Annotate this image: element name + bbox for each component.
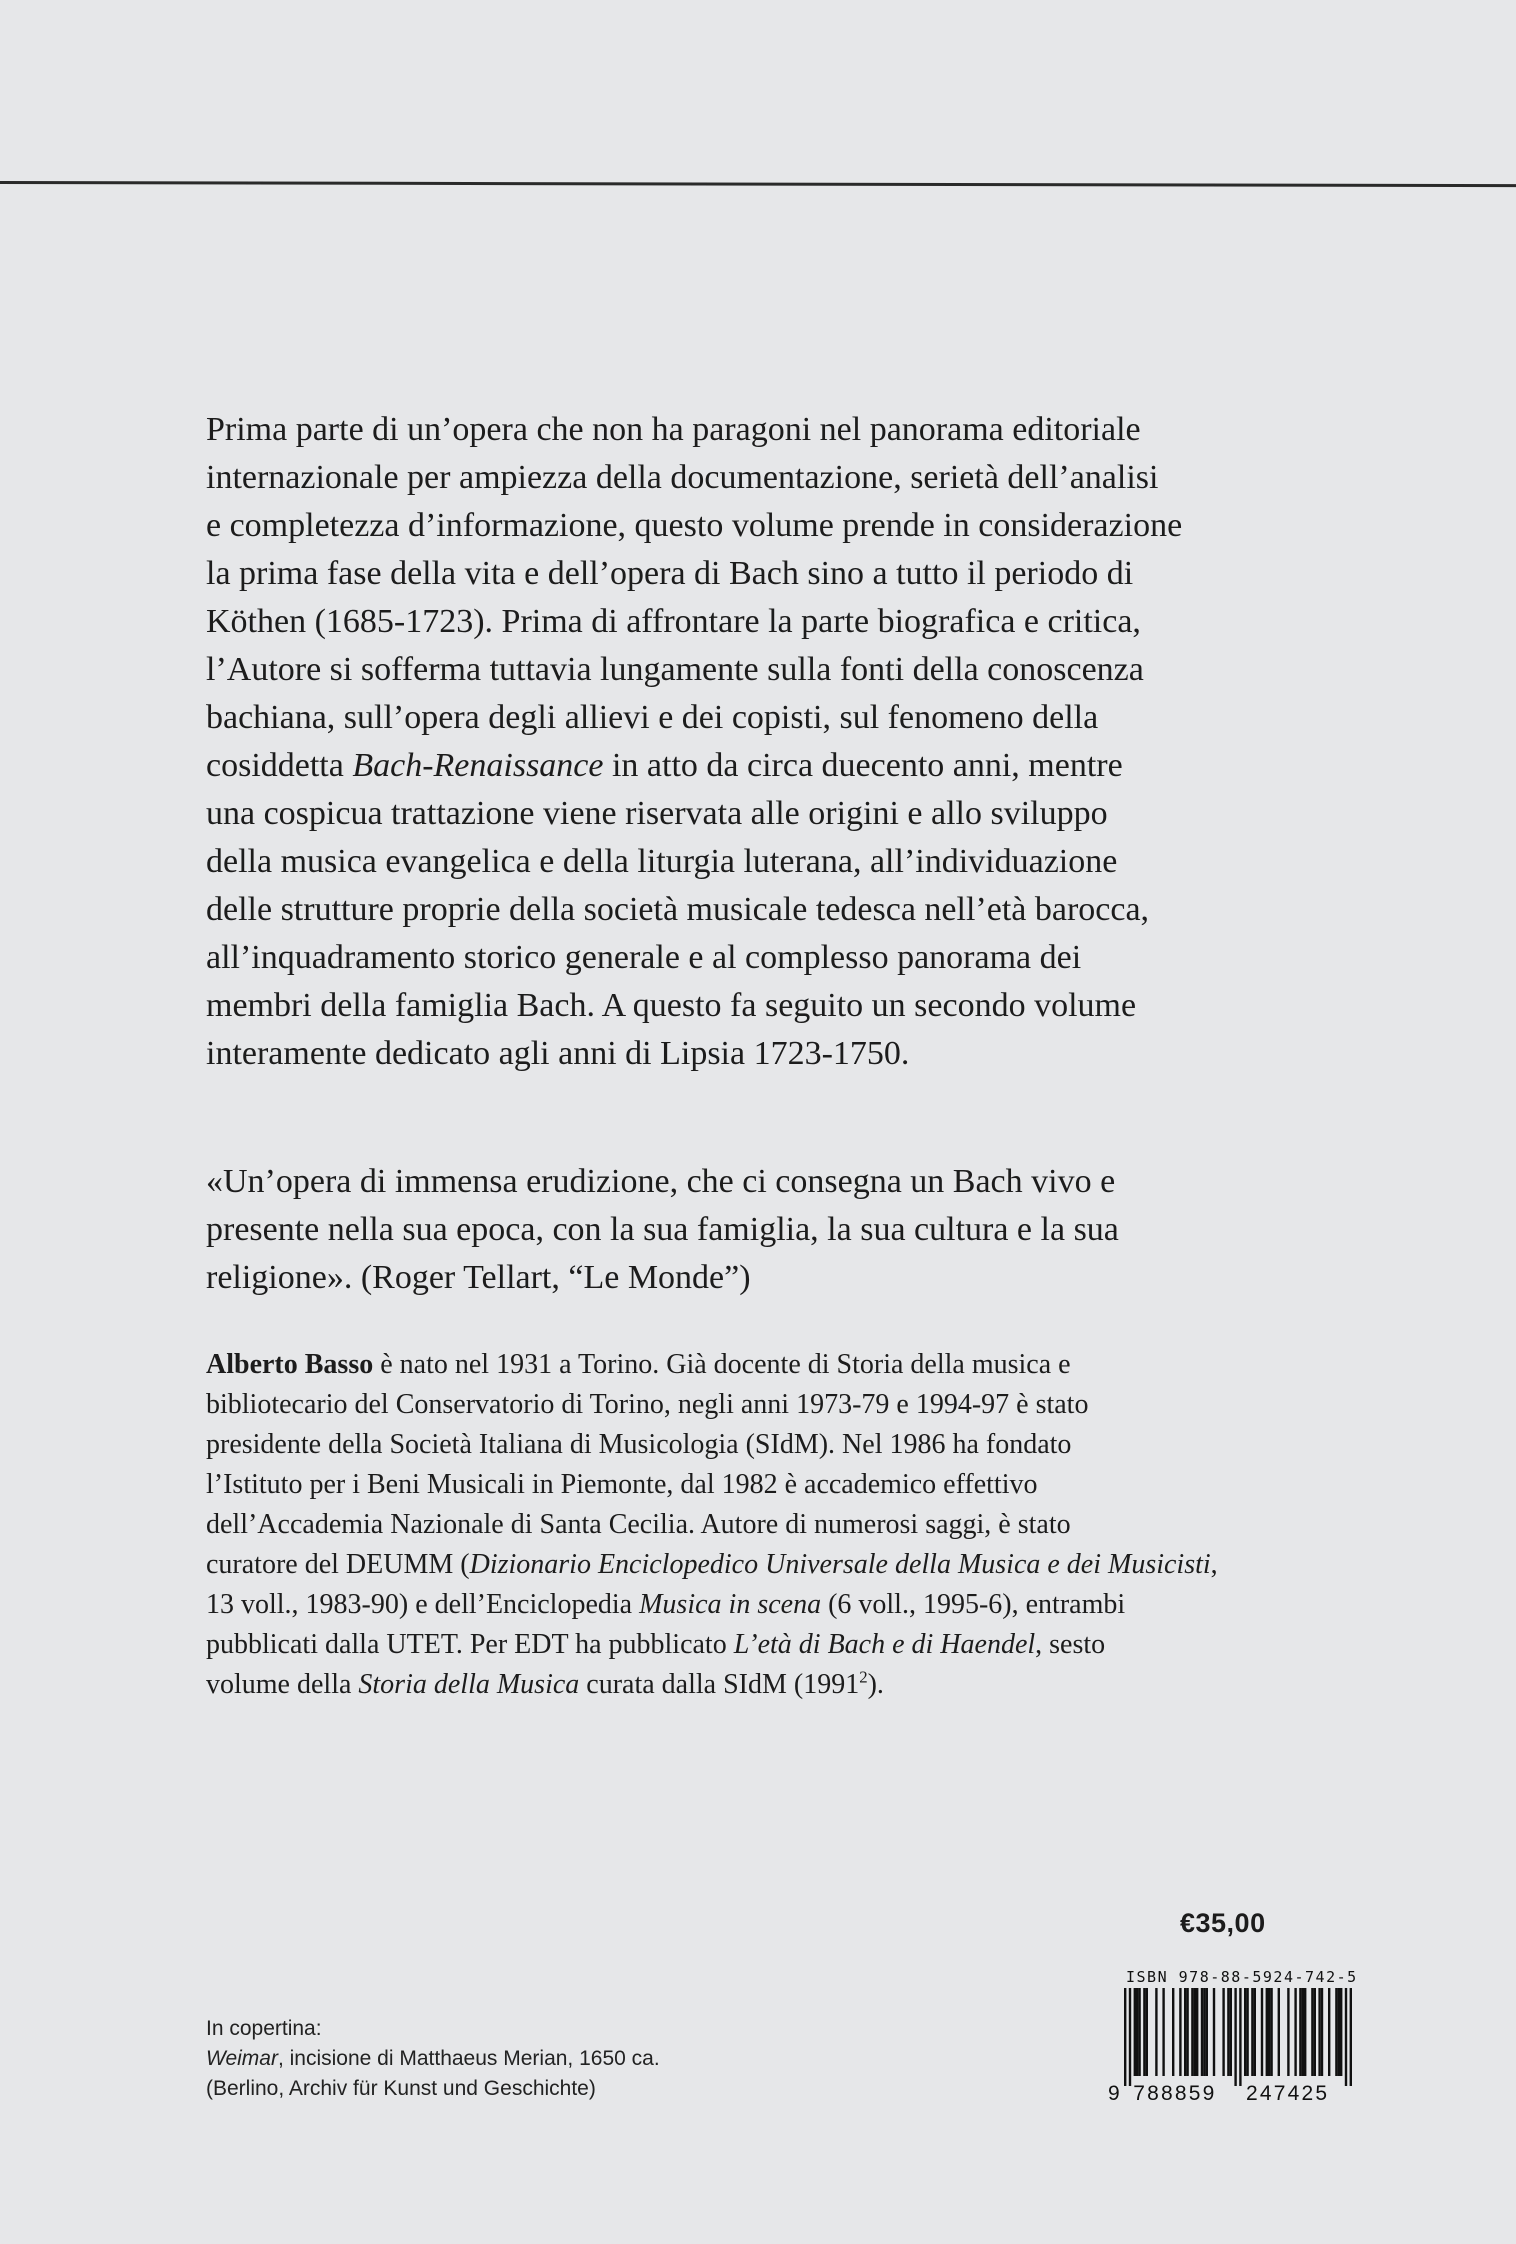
- barcode-digits: 788859: [1133, 2082, 1217, 2104]
- barcode-bar: [1335, 1988, 1337, 2076]
- description-line: Prima parte di un’opera che non ha paragoni nel panorama editoriale: [206, 411, 1141, 448]
- barcode-bar: [1244, 1988, 1246, 2076]
- barcode-bar: [1227, 1988, 1229, 2076]
- press-quote: [206, 1158, 1356, 1302]
- barcode-bar: [1294, 1988, 1296, 2076]
- barcode-bar: [1206, 1988, 1208, 2076]
- bio-line: dell’Accademia Nazionale di Santa Cecilia. Autore di numerosi saggi, è stato: [206, 1509, 1071, 1540]
- bio-text: curata dalla SIdM (1991: [579, 1669, 860, 1700]
- barcode-bar: [1340, 1988, 1342, 2076]
- barcode-bar: [1124, 1988, 1126, 2086]
- bio-text: 13 voll., 1983-90) e dell’Enciclopedia: [206, 1589, 640, 1620]
- barcode-bar: [1299, 1988, 1301, 2076]
- description-line: l’Autore si sofferma tuttavia lungamente sulla fonti della conoscenza: [206, 651, 1144, 688]
- barcode-bar: [1239, 1988, 1241, 2086]
- bio-text: ,: [1210, 1549, 1218, 1580]
- book-description: [206, 406, 1356, 1078]
- description-line: una cospicua trattazione viene riservata alle origini e allo sviluppo: [206, 795, 1108, 832]
- bio-italic-title: Musica in scena: [639, 1589, 822, 1620]
- barcode-bar: [1345, 1988, 1347, 2086]
- description-text: cosiddetta: [206, 747, 353, 784]
- isbn-barcode: [1106, 1988, 1358, 2104]
- barcode-bar: [1314, 1988, 1316, 2076]
- credit-line: [206, 2044, 660, 2074]
- description-line: della musica evangelica e della liturgia luterana, all’individuazione: [206, 843, 1118, 880]
- barcode-bar: [1146, 1988, 1148, 2076]
- description-text: in atto da circa duecento anni, mentre: [603, 747, 1123, 784]
- bio-text: (6 voll., 1995-6), entrambi: [821, 1589, 1126, 1620]
- bio-text: pubblicati dalla UTET. Per EDT ha pubblicato: [206, 1629, 734, 1660]
- bio-line: l’Istituto per i Beni Musicali in Piemonte, dal 1982 è accademico effettivo: [206, 1469, 1038, 1500]
- description-line: all’inquadramento storico generale e al complesso panorama dei: [206, 939, 1082, 976]
- barcode-bar: [1251, 1988, 1253, 2076]
- barcode-bar: [1328, 1988, 1330, 2076]
- bio-line: [206, 1545, 1356, 1585]
- barcode-bar: [1162, 1988, 1164, 2076]
- description-line: interamente dedicato agli anni di Lipsia 1723-1750.: [206, 1035, 910, 1072]
- barcode-bar: [1278, 1988, 1280, 2076]
- bio-line: [206, 1345, 1356, 1385]
- barcode-bar: [1304, 1988, 1306, 2076]
- bio-line: bibliotecario del Conservatorio di Torino, negli anni 1973-79 e 1994-97 è stato: [206, 1389, 1089, 1420]
- bio-text: ).: [867, 1669, 884, 1700]
- description-line: la prima fase della vita e dell’opera di Bach sino a tutto il periodo di: [206, 555, 1134, 592]
- description-line: e completezza d’informazione, questo volume prende in considerazione: [206, 507, 1183, 544]
- barcode-bar: [1172, 1988, 1174, 2076]
- description-line: membri della famiglia Bach. A questo fa seguito un secondo volume: [206, 987, 1137, 1024]
- credit-line: In copertina:: [206, 2017, 322, 2040]
- barcode-bar: [1136, 1988, 1138, 2076]
- barcode-bar: [1338, 1988, 1340, 2076]
- barcode-bar: [1254, 1988, 1256, 2076]
- description-line: [206, 742, 1356, 790]
- bio-italic-title: Storia della Musica: [358, 1669, 580, 1700]
- quote-line: religione». (Roger Tellart, “Le Monde”): [206, 1259, 751, 1296]
- barcode-bar: [1143, 1988, 1145, 2076]
- barcode-bar: [1311, 1988, 1313, 2076]
- barcode-bar: [1129, 1988, 1131, 2086]
- barcode-bar: [1155, 1988, 1157, 2076]
- edition-superscript: 2: [859, 1667, 868, 1687]
- barcode-bar: [1234, 1988, 1236, 2086]
- bio-text: curatore del DEUMM (: [206, 1549, 470, 1580]
- top-rule: [0, 181, 1516, 187]
- barcode-bar: [1261, 1988, 1263, 2076]
- description-line: delle strutture proprie della società musicale tedesca nell’età barocca,: [206, 891, 1150, 928]
- barcode-bar: [1230, 1988, 1232, 2076]
- barcode-bar: [1222, 1988, 1224, 2076]
- bio-italic-title: Dizionario Enciclopedico Universale della Musica e dei Musicisti: [469, 1549, 1211, 1580]
- isbn-label: ISBN 978-88-5924-742-5: [1126, 1968, 1358, 1986]
- description-line: bachiana, sull’opera degli allievi e dei copisti, sul fenomeno della: [206, 699, 1099, 736]
- author-bio: [206, 1345, 1356, 1705]
- barcode-bar: [1138, 1988, 1140, 2076]
- barcode-bar: [1302, 1988, 1304, 2076]
- credit-italic-title: Weimar: [206, 2047, 278, 2070]
- description-line: internazionale per ampiezza della documentazione, serietà dell’analisi: [206, 459, 1159, 496]
- barcode-bar: [1134, 1988, 1136, 2076]
- bio-italic-title: L’età di Bach e di Haendel: [733, 1629, 1036, 1660]
- barcode-bar: [1191, 1988, 1193, 2076]
- barcode-bar: [1201, 1988, 1203, 2076]
- barcode-bar: [1268, 1988, 1270, 2076]
- barcode-bar: [1287, 1988, 1289, 2076]
- barcode-bar: [1196, 1988, 1198, 2076]
- bio-line: [206, 1665, 1356, 1705]
- barcode-bar: [1203, 1988, 1205, 2076]
- quote-line: «Un’opera di immensa erudizione, che ci consegna un Bach vivo e: [206, 1163, 1116, 1200]
- author-name: Alberto Basso: [206, 1349, 374, 1380]
- barcode-bar: [1246, 1988, 1248, 2076]
- barcode-bar: [1194, 1988, 1196, 2076]
- credit-line: (Berlino, Archiv für Kunst und Geschichte): [206, 2077, 596, 2100]
- barcode-bar: [1270, 1988, 1272, 2076]
- barcode-graphic: [1106, 1988, 1358, 2104]
- description-line: Köthen (1685-1723). Prima di affrontare la parte biografica e critica,: [206, 603, 1141, 640]
- price-label: €35,00: [1180, 1908, 1266, 1938]
- barcode-bar: [1184, 1988, 1186, 2076]
- barcode-bar: [1186, 1988, 1188, 2076]
- description-italic-term: Bach-Renaissance: [352, 747, 604, 784]
- barcode-digits: 9: [1108, 2082, 1122, 2104]
- bio-text: , sesto: [1035, 1629, 1106, 1660]
- barcode-bar: [1266, 1988, 1268, 2076]
- bio-line: [206, 1625, 1356, 1665]
- barcode-bar: [1179, 1988, 1181, 2076]
- bio-line: presidente della Società Italiana di Musicologia (SIdM). Nel 1986 ha fondato: [206, 1429, 1072, 1460]
- cover-credit: [206, 2014, 660, 2104]
- barcode-bar: [1321, 1988, 1323, 2076]
- barcode-bar: [1350, 1988, 1352, 2086]
- barcode-bar: [1213, 1988, 1215, 2076]
- barcode-bar: [1318, 1988, 1320, 2076]
- bio-text: è nato nel 1931 a Torino. Già docente di Storia della musica e: [373, 1349, 1071, 1380]
- barcode-digits: 247425: [1246, 2082, 1330, 2104]
- bio-line: [206, 1585, 1356, 1625]
- credit-text: , incisione di Matthaeus Merian, 1650 ca.: [277, 2047, 660, 2070]
- bio-text: volume della: [206, 1669, 359, 1700]
- quote-line: presente nella sua epoca, con la sua famiglia, la sua cultura e la sua: [206, 1211, 1119, 1248]
